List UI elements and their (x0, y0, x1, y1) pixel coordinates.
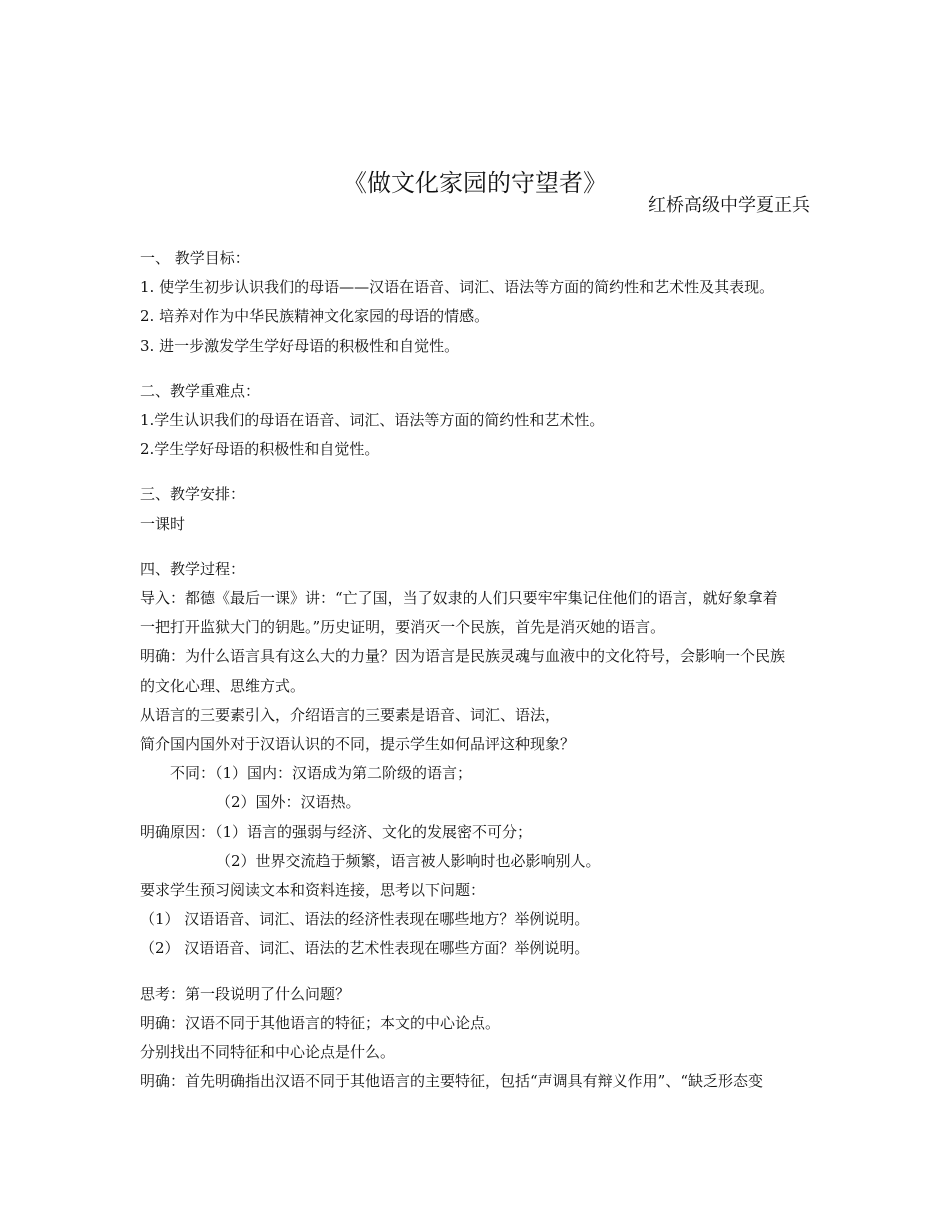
section-gap (140, 964, 820, 980)
key-point-item: 2.学生学好母语的积极性和自觉性。 (140, 440, 380, 459)
section-gap (140, 361, 820, 377)
process-line: 明确：为什么语言具有这么大的力量？因为语言是民族灵魂与血液中的文化符号，会影响一个民族 (140, 647, 786, 666)
process-line: 从语言的三要素引入，介绍语言的三要素是语音、词汇、语法， (140, 705, 561, 724)
document-body (140, 244, 820, 1096)
section-gap (140, 464, 820, 480)
process-line: 一把打开监狱大门的钥匙。”历史证明，要消灭一个民族，首先是消灭她的语言。 (140, 618, 666, 637)
process-line: 导入：都德《最后一课》讲：“亡了国，当了奴隶的人们只要牢牢集记住他们的语言，就好象拿着 (140, 589, 778, 608)
section-heading: 二、教学重难点： (140, 381, 261, 400)
thinking-line: 思考：第一段说明了什么问题？ (140, 984, 351, 1003)
process-line: 简介国内国外对于汉语认识的不同，提示学生如何品评这种现象？ (140, 735, 576, 754)
goal-item: 2. 培养对作为中华民族精神文化家园的母语的情感。 (140, 307, 490, 326)
key-point-item: 1.学生认识我们的母语在语音、词汇、语法等方面的简约性和艺术性。 (140, 411, 605, 430)
goal-item: 3. 进一步激发学生学好母语的积极性和自觉性。 (140, 336, 460, 355)
section-teaching-goals (140, 244, 820, 361)
thinking-line: 明确：汉语不同于其他语言的特征；本文的中心论点。 (140, 1013, 501, 1032)
schedule-item: 一课时 (140, 514, 186, 533)
section-heading: 四、教学过程： (140, 559, 246, 578)
section-teaching-process (140, 555, 820, 964)
process-line: 不同：（1）国内：汉语成为第二阶级的语言； (170, 764, 473, 783)
process-line: （2） 汉语语音、词汇、语法的艺术性表现在哪些方面？举例说明。 (140, 939, 590, 958)
document-title: 《做文化家园的守望者》 (343, 169, 607, 197)
process-line: （1） 汉语语音、词汇、语法的经济性表现在哪些地方？举例说明。 (140, 910, 590, 929)
thinking-line: 明确：首先明确指出汉语不同于其他语言的主要特征，包括“声调具有辩义作用”、“缺乏形态变 (140, 1072, 764, 1091)
section-heading: 一、 教学目标： (140, 249, 250, 267)
section-heading: 三、教学安排： (140, 485, 246, 504)
thinking-line: 分别找出不同特征和中心论点是什么。 (140, 1043, 396, 1062)
section-schedule (140, 480, 820, 538)
section-thinking (140, 980, 820, 1097)
section-key-points (140, 377, 820, 465)
section-gap (140, 539, 820, 555)
process-line: 要求学生预习阅读文本和资料连接，思考以下问题： (140, 881, 486, 900)
goal-item: 1. 使学生初步认识我们的母语——汉语在语音、词汇、语法等方面的简约性和艺术性及其表现。 (140, 278, 775, 297)
process-line: 的文化心理、思维方式。 (140, 676, 306, 695)
process-line: 明确原因：（1）语言的强弱与经济、文化的发展密不可分； (140, 822, 533, 841)
process-line: （2）国外：汉语热。 (216, 793, 361, 812)
document-author: 红桥高级中学夏正兵 (648, 195, 810, 216)
process-line: （2）世界交流趋于频繁，语言被人影响时也必影响别人。 (216, 851, 601, 870)
